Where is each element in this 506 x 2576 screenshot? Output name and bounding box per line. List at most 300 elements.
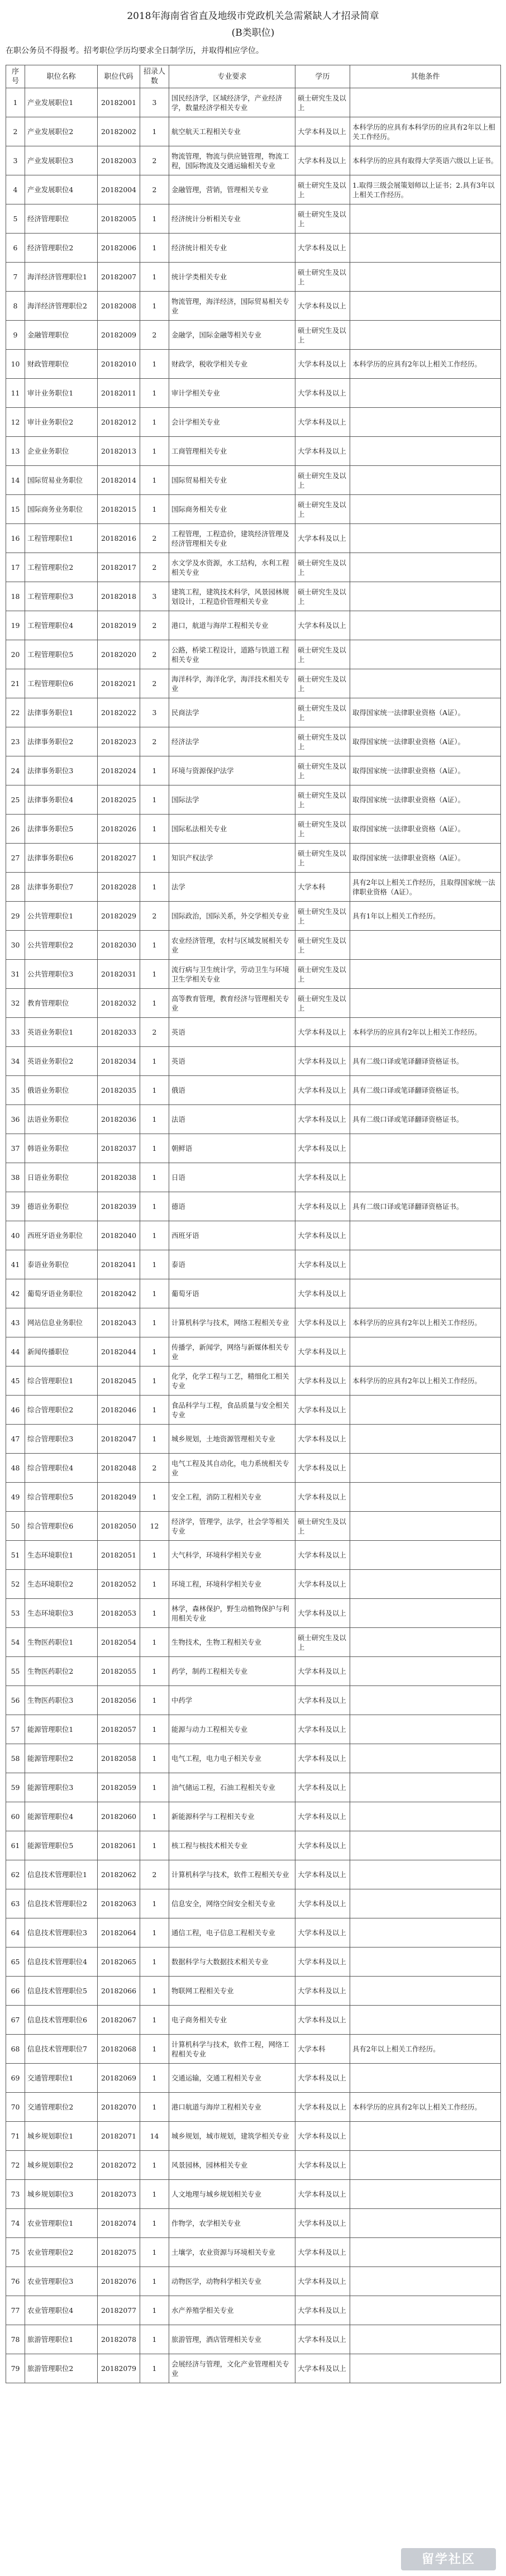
position-name: 信息技术管理职位4 [25, 1948, 98, 1977]
other-conditions [350, 1977, 501, 2006]
position-name: 公共管理职位3 [25, 960, 98, 989]
education-requirement: 大学本科及以上 [295, 437, 350, 466]
education-requirement: 大学本科及以上 [295, 611, 350, 640]
major-requirement: 计算机科学与技术，软件工程，网络工程相关专业 [169, 2035, 295, 2064]
row-number: 63 [6, 1889, 25, 1918]
position-name: 旅游管理职位1 [25, 2325, 98, 2354]
other-conditions: 本科学历的应具有取得大学英语六级以上证书。 [350, 146, 501, 175]
position-code: 20182005 [98, 204, 140, 234]
major-requirement: 法学 [169, 873, 295, 902]
hire-count: 1 [140, 1977, 169, 2006]
hire-count: 1 [140, 1541, 169, 1570]
major-requirement: 动物医学，动物科学相关专业 [169, 2267, 295, 2296]
position-code: 20182035 [98, 1076, 140, 1105]
other-conditions [350, 640, 501, 669]
education-requirement: 大学本科及以上 [295, 379, 350, 408]
hire-count: 2 [140, 1018, 169, 1047]
education-requirement: 大学本科及以上 [295, 1221, 350, 1250]
education-requirement: 大学本科及以上 [295, 1366, 350, 1396]
education-requirement: 大学本科及以上 [295, 2064, 350, 2093]
position-name: 法律事务职位5 [25, 815, 98, 844]
position-code: 20182003 [98, 146, 140, 175]
row-number: 73 [6, 2180, 25, 2209]
position-name: 工程管理职位2 [25, 553, 98, 582]
row-number: 50 [6, 1512, 25, 1541]
education-requirement: 大学本科及以上 [295, 408, 350, 437]
hire-count: 1 [140, 1279, 169, 1308]
position-code: 20182056 [98, 1686, 140, 1715]
position-name: 综合管理职位5 [25, 1483, 98, 1512]
table-row [6, 1308, 501, 1337]
major-requirement: 旅游管理，酒店管理相关专业 [169, 2325, 295, 2354]
table-row [6, 234, 501, 263]
major-requirement: 建筑工程，建筑技术科学，风景园林规划设计，工程造价管理相关专业 [169, 582, 295, 611]
education-requirement: 大学本科及以上 [295, 1541, 350, 1570]
position-name: 综合管理职位4 [25, 1454, 98, 1483]
other-conditions [350, 1599, 501, 1628]
position-code: 20182011 [98, 379, 140, 408]
major-requirement: 交通运输，交通工程相关专业 [169, 2064, 295, 2093]
major-requirement: 日语 [169, 1163, 295, 1192]
row-number: 51 [6, 1541, 25, 1570]
table-row [6, 1977, 501, 2006]
row-number: 7 [6, 263, 25, 292]
position-code: 20182037 [98, 1134, 140, 1163]
table-row [6, 2296, 501, 2325]
row-number: 25 [6, 785, 25, 815]
position-code: 20182012 [98, 408, 140, 437]
row-number: 27 [6, 844, 25, 873]
hire-count: 1 [140, 1628, 169, 1657]
other-conditions [350, 1541, 501, 1570]
other-conditions: 取得国家统一法律职业资格（A证）。 [350, 844, 501, 873]
position-code: 20182062 [98, 1860, 140, 1889]
major-requirement: 工程管理，工程造价，建筑经济管理及经济管理相关专业 [169, 524, 295, 553]
other-conditions [350, 1221, 501, 1250]
position-name: 英语业务职位2 [25, 1047, 98, 1076]
position-name: 农业管理职位1 [25, 2209, 98, 2238]
position-name: 能源管理职位4 [25, 1802, 98, 1831]
other-conditions [350, 1889, 501, 1918]
position-code: 20182025 [98, 785, 140, 815]
row-number: 59 [6, 1773, 25, 1802]
major-requirement: 城乡规划，土地资源管理相关专业 [169, 1425, 295, 1454]
position-name: 农业管理职位3 [25, 2267, 98, 2296]
table-row [6, 1570, 501, 1599]
position-name: 网站信息业务职位 [25, 1308, 98, 1337]
table-row [6, 1337, 501, 1366]
other-conditions [350, 1657, 501, 1686]
position-code: 20182022 [98, 698, 140, 727]
position-name: 信息技术管理职位7 [25, 2035, 98, 2064]
table-row [6, 1076, 501, 1105]
hire-count: 1 [140, 350, 169, 379]
table-row [6, 873, 501, 902]
row-number: 22 [6, 698, 25, 727]
major-requirement: 数据科学与大数据技术相关专业 [169, 1948, 295, 1977]
table-row [6, 1134, 501, 1163]
row-number: 23 [6, 727, 25, 756]
row-number: 15 [6, 495, 25, 524]
hire-count: 1 [140, 873, 169, 902]
position-code: 20182071 [98, 2122, 140, 2151]
hire-count: 1 [140, 844, 169, 873]
major-requirement: 流行病与卫生统计学，劳动卫生与环境卫生学相关专业 [169, 960, 295, 989]
education-requirement: 硕士研究生及以上 [295, 989, 350, 1018]
position-name: 城乡规划职位3 [25, 2180, 98, 2209]
major-requirement: 葡萄牙语 [169, 1279, 295, 1308]
other-conditions [350, 1686, 501, 1715]
position-name: 生物医药职位1 [25, 1628, 98, 1657]
position-code: 20182018 [98, 582, 140, 611]
other-conditions [350, 1744, 501, 1773]
row-number: 77 [6, 2296, 25, 2325]
row-number: 58 [6, 1744, 25, 1773]
hire-count: 1 [140, 1396, 169, 1425]
table-row [6, 175, 501, 204]
position-name: 农业管理职位2 [25, 2238, 98, 2267]
column-header: 学历 [295, 65, 350, 88]
position-name: 教育管理职位 [25, 989, 98, 1018]
row-number: 55 [6, 1657, 25, 1686]
position-code: 20182069 [98, 2064, 140, 2093]
hire-count: 2 [140, 175, 169, 204]
major-requirement: 城乡规划，城市规划，建筑学相关专业 [169, 2122, 295, 2151]
column-header: 招录人数 [140, 65, 169, 88]
position-name: 综合管理职位1 [25, 1366, 98, 1396]
other-conditions [350, 1802, 501, 1831]
hire-count: 1 [140, 1047, 169, 1076]
table-row [6, 379, 501, 408]
row-number: 72 [6, 2151, 25, 2180]
other-conditions: 具有二级口译或笔译翻译资格证书。 [350, 1105, 501, 1134]
position-name: 产业发展职位2 [25, 117, 98, 146]
major-requirement: 海洋科学，海洋化学，海洋技术相关专业 [169, 669, 295, 698]
row-number: 46 [6, 1396, 25, 1425]
other-conditions [350, 1918, 501, 1948]
row-number: 75 [6, 2238, 25, 2267]
hire-count: 1 [140, 2064, 169, 2093]
position-code: 20182072 [98, 2151, 140, 2180]
other-conditions [350, 263, 501, 292]
position-code: 20182026 [98, 815, 140, 844]
education-requirement: 大学本科及以上 [295, 2296, 350, 2325]
education-requirement: 硕士研究生及以上 [295, 698, 350, 727]
row-number: 11 [6, 379, 25, 408]
major-requirement: 能源与动力工程相关专业 [169, 1715, 295, 1744]
major-requirement: 国际私法相关专业 [169, 815, 295, 844]
row-number: 68 [6, 2035, 25, 2064]
education-requirement: 硕士研究生及以上 [295, 669, 350, 698]
major-requirement: 信息安全，网络空间安全相关专业 [169, 1889, 295, 1918]
position-name: 国际商务业务职位 [25, 495, 98, 524]
education-requirement: 大学本科及以上 [295, 2151, 350, 2180]
position-name: 信息技术管理职位3 [25, 1918, 98, 1948]
table-row [6, 1918, 501, 1948]
row-number: 8 [6, 292, 25, 321]
row-number: 37 [6, 1134, 25, 1163]
education-requirement: 大学本科及以上 [295, 2354, 350, 2383]
education-requirement: 大学本科及以上 [295, 2093, 350, 2122]
education-requirement: 硕士研究生及以上 [295, 175, 350, 204]
major-requirement: 作物学，农学相关专业 [169, 2209, 295, 2238]
major-requirement: 计算机科学与技术，网络工程相关专业 [169, 1308, 295, 1337]
row-number: 66 [6, 1977, 25, 2006]
position-name: 德语业务职位 [25, 1192, 98, 1221]
education-requirement: 硕士研究生及以上 [295, 466, 350, 495]
major-requirement: 民商法学 [169, 698, 295, 727]
education-requirement: 大学本科及以上 [295, 2006, 350, 2035]
hire-count: 1 [140, 437, 169, 466]
position-code: 20182001 [98, 88, 140, 117]
hire-count: 1 [140, 756, 169, 785]
hire-count: 1 [140, 2296, 169, 2325]
column-header: 序号 [6, 65, 25, 88]
position-code: 20182052 [98, 1570, 140, 1599]
row-number: 44 [6, 1337, 25, 1366]
table-row [6, 989, 501, 1018]
table-row [6, 437, 501, 466]
other-conditions [350, 931, 501, 960]
table-row [6, 2151, 501, 2180]
table-row [6, 2267, 501, 2296]
position-code: 20182050 [98, 1512, 140, 1541]
hire-count: 1 [140, 2354, 169, 2383]
position-code: 20182020 [98, 640, 140, 669]
position-code: 20182074 [98, 2209, 140, 2238]
position-name: 企业业务职位 [25, 437, 98, 466]
other-conditions: 具有1年以上相关工作经历。 [350, 902, 501, 931]
hire-count: 1 [140, 1948, 169, 1977]
major-requirement: 泰语 [169, 1250, 295, 1279]
major-requirement: 国际商务相关专业 [169, 495, 295, 524]
major-requirement: 工商管理相关专业 [169, 437, 295, 466]
row-number: 29 [6, 902, 25, 931]
table-row [6, 1018, 501, 1047]
table-header-row [6, 65, 501, 88]
position-code: 20182073 [98, 2180, 140, 2209]
hire-count: 1 [140, 263, 169, 292]
table-row [6, 1802, 501, 1831]
row-number: 71 [6, 2122, 25, 2151]
other-conditions [350, 611, 501, 640]
position-name: 能源管理职位1 [25, 1715, 98, 1744]
hire-count: 1 [140, 1599, 169, 1628]
hire-count: 2 [140, 321, 169, 350]
other-conditions [350, 524, 501, 553]
position-code: 20182036 [98, 1105, 140, 1134]
position-code: 20182059 [98, 1773, 140, 1802]
position-code: 20182038 [98, 1163, 140, 1192]
hire-count: 1 [140, 1221, 169, 1250]
position-code: 20182042 [98, 1279, 140, 1308]
other-conditions [350, 2296, 501, 2325]
other-conditions [350, 2267, 501, 2296]
table-row [6, 2093, 501, 2122]
position-code: 20182040 [98, 1221, 140, 1250]
education-requirement: 硕士研究生及以上 [295, 321, 350, 350]
table-row [6, 553, 501, 582]
other-conditions [350, 88, 501, 117]
education-requirement: 大学本科及以上 [295, 1250, 350, 1279]
table-row [6, 1454, 501, 1483]
position-name: 经济管理职位 [25, 204, 98, 234]
position-code: 20182039 [98, 1192, 140, 1221]
education-requirement: 大学本科及以上 [295, 1192, 350, 1221]
other-conditions [350, 1163, 501, 1192]
table-row [6, 815, 501, 844]
hire-count: 1 [140, 1802, 169, 1831]
row-number: 17 [6, 553, 25, 582]
hire-count: 1 [140, 2267, 169, 2296]
other-conditions [350, 466, 501, 495]
hire-count: 1 [140, 379, 169, 408]
major-requirement: 水产养殖学相关专业 [169, 2296, 295, 2325]
major-requirement: 经济统计相关专业 [169, 234, 295, 263]
other-conditions [350, 1831, 501, 1860]
position-name: 综合管理职位2 [25, 1396, 98, 1425]
row-number: 67 [6, 2006, 25, 2035]
hire-count: 2 [140, 640, 169, 669]
row-number: 35 [6, 1076, 25, 1105]
position-name: 经济管理职位2 [25, 234, 98, 263]
other-conditions [350, 1512, 501, 1541]
position-name: 产业发展职位3 [25, 146, 98, 175]
education-requirement: 大学本科及以上 [295, 1047, 350, 1076]
table-row [6, 2035, 501, 2064]
position-name: 日语业务职位 [25, 1163, 98, 1192]
other-conditions [350, 960, 501, 989]
row-number: 3 [6, 146, 25, 175]
hire-count: 1 [140, 2035, 169, 2064]
position-name: 法律事务职位2 [25, 727, 98, 756]
hire-count: 1 [140, 1105, 169, 1134]
education-requirement: 硕士研究生及以上 [295, 960, 350, 989]
other-conditions [350, 2006, 501, 2035]
education-requirement: 大学本科及以上 [295, 1889, 350, 1918]
major-requirement: 英语 [169, 1018, 295, 1047]
hire-count: 1 [140, 1337, 169, 1366]
other-conditions [350, 669, 501, 698]
position-code: 20182010 [98, 350, 140, 379]
education-requirement: 大学本科及以上 [295, 1134, 350, 1163]
education-requirement: 硕士研究生及以上 [295, 1512, 350, 1541]
education-requirement: 大学本科及以上 [295, 524, 350, 553]
position-code: 20182068 [98, 2035, 140, 2064]
education-requirement: 硕士研究生及以上 [295, 756, 350, 785]
site-watermark-logo: 留学社区 [401, 2548, 496, 2570]
table-row [6, 1744, 501, 1773]
position-code: 20182019 [98, 611, 140, 640]
education-requirement: 硕士研究生及以上 [295, 931, 350, 960]
table-row [6, 1628, 501, 1657]
education-requirement: 硕士研究生及以上 [295, 582, 350, 611]
position-code: 20182016 [98, 524, 140, 553]
table-row [6, 1425, 501, 1454]
row-number: 36 [6, 1105, 25, 1134]
major-requirement: 会计学相关专业 [169, 408, 295, 437]
table-row [6, 640, 501, 669]
table-row [6, 1192, 501, 1221]
position-code: 20182032 [98, 989, 140, 1018]
hire-count: 1 [140, 117, 169, 146]
position-code: 20182007 [98, 263, 140, 292]
major-requirement: 会展经济与管理，文化产业管理相关专业 [169, 2354, 295, 2383]
hire-count: 1 [140, 815, 169, 844]
major-requirement: 物联网工程相关专业 [169, 1977, 295, 2006]
hire-count: 1 [140, 1570, 169, 1599]
table-row [6, 1889, 501, 1918]
position-code: 20182031 [98, 960, 140, 989]
education-requirement: 大学本科及以上 [295, 234, 350, 263]
table-row [6, 1599, 501, 1628]
other-conditions [350, 2122, 501, 2151]
major-requirement: 计算机科学与技术，软件工程相关专业 [169, 1860, 295, 1889]
table-row [6, 1396, 501, 1425]
position-name: 法律事务职位4 [25, 785, 98, 815]
position-code: 20182033 [98, 1018, 140, 1047]
education-requirement: 大学本科及以上 [295, 2325, 350, 2354]
hire-count: 1 [140, 785, 169, 815]
position-name: 交通管理职位2 [25, 2093, 98, 2122]
major-requirement: 物流管理，物流与供应链管理，物流工程，国际物流及交通运输相关专业 [169, 146, 295, 175]
other-conditions [350, 989, 501, 1018]
table-row [6, 524, 501, 553]
position-name: 金融管理职位 [25, 321, 98, 350]
position-name: 审计业务职位1 [25, 379, 98, 408]
major-requirement: 国际政治，国际关系，外交学相关专业 [169, 902, 295, 931]
position-name: 产业发展职位1 [25, 88, 98, 117]
other-conditions: 本科学历的应具有2年以上相关工作经历。 [350, 1018, 501, 1047]
other-conditions [350, 1454, 501, 1483]
major-requirement: 水文学及水资源，水工结构，水利工程相关专业 [169, 553, 295, 582]
table-row [6, 1541, 501, 1570]
page-subtitle: (B类职位) [231, 27, 275, 39]
major-requirement: 林学，森林保护，野生动植物保护与利用相关专业 [169, 1599, 295, 1628]
hire-count: 2 [140, 727, 169, 756]
education-requirement: 大学本科及以上 [295, 1483, 350, 1512]
position-code: 20182027 [98, 844, 140, 873]
row-number: 14 [6, 466, 25, 495]
education-requirement: 大学本科及以上 [295, 2209, 350, 2238]
row-number: 69 [6, 2064, 25, 2093]
position-code: 20182041 [98, 1250, 140, 1279]
row-number: 43 [6, 1308, 25, 1337]
other-conditions [350, 2151, 501, 2180]
education-requirement: 大学本科及以上 [295, 1977, 350, 2006]
position-code: 20182013 [98, 437, 140, 466]
education-requirement: 硕士研究生及以上 [295, 204, 350, 234]
position-name: 泰语业务职位 [25, 1250, 98, 1279]
major-requirement: 财政学，税收学相关专业 [169, 350, 295, 379]
major-requirement: 高等教育管理，教育经济与管理相关专业 [169, 989, 295, 1018]
other-conditions [350, 1279, 501, 1308]
table-row [6, 1250, 501, 1279]
position-name: 工程管理职位4 [25, 611, 98, 640]
education-requirement: 大学本科及以上 [295, 1744, 350, 1773]
hire-count: 1 [140, 1773, 169, 1802]
position-code: 20182023 [98, 727, 140, 756]
major-requirement: 朝鲜语 [169, 1134, 295, 1163]
table-row [6, 2238, 501, 2267]
row-number: 78 [6, 2325, 25, 2354]
row-number: 13 [6, 437, 25, 466]
major-requirement: 航空航天工程相关专业 [169, 117, 295, 146]
position-code: 20182076 [98, 2267, 140, 2296]
position-code: 20182078 [98, 2325, 140, 2354]
other-conditions: 具有二级口译或笔译翻译资格证书。 [350, 1076, 501, 1105]
major-requirement: 经济学，管理学，法学，社会学等相关专业 [169, 1512, 295, 1541]
